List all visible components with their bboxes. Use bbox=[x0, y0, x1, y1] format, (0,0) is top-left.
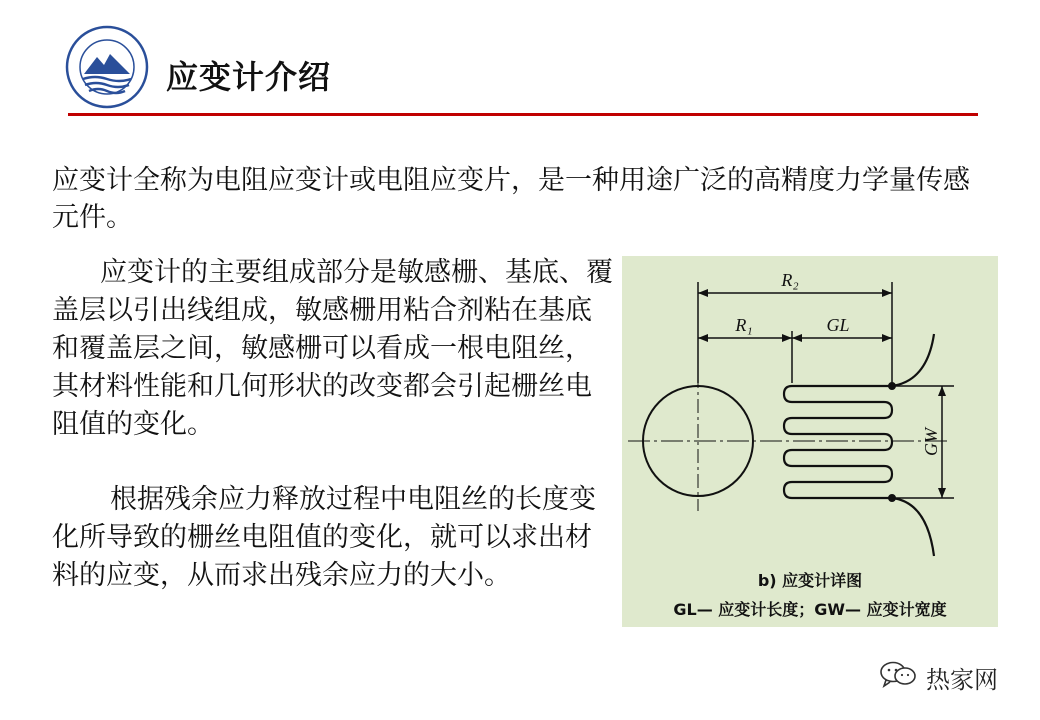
residual-stress-paragraph: 根据残余应力释放过程中电阻丝的长度变化所导致的栅丝电阻值的变化，就可以求出材料的应变，从而求出残余应力的大小。 bbox=[52, 484, 596, 591]
r1-label: R₁ bbox=[735, 315, 753, 335]
r2-label: R₂ bbox=[781, 270, 799, 290]
gl-label: GL bbox=[826, 315, 850, 335]
strain-gauge-diagram bbox=[622, 256, 998, 627]
diagram-caption: b) 应变计详图 bbox=[757, 571, 863, 590]
composition-paragraph: 应变计的主要组成部分是敏感栅、基底、覆盖层以引出线组成，敏感栅用粘合剂粘在基底和覆盖层之间，敏感栅可以看成一根电阻丝，其材料性能和几何形状的改变都会引起栅丝电阻值的变化。 bbox=[52, 257, 613, 440]
watermark-text: 热家网 bbox=[926, 665, 998, 694]
wechat-icon bbox=[878, 659, 918, 695]
intro-paragraph: 应变计全称为电阻应变计或电阻应变片，是一种用途广泛的高精度力学量传感元件。 bbox=[52, 165, 970, 233]
page-title: 应变计介绍 bbox=[166, 58, 332, 96]
gw-label: GW bbox=[921, 428, 941, 456]
title-divider bbox=[68, 113, 978, 116]
university-logo bbox=[64, 24, 150, 110]
diagram-legend: GL— 应变计长度；GW— 应变计宽度 bbox=[673, 600, 947, 619]
source-watermark bbox=[878, 660, 998, 694]
